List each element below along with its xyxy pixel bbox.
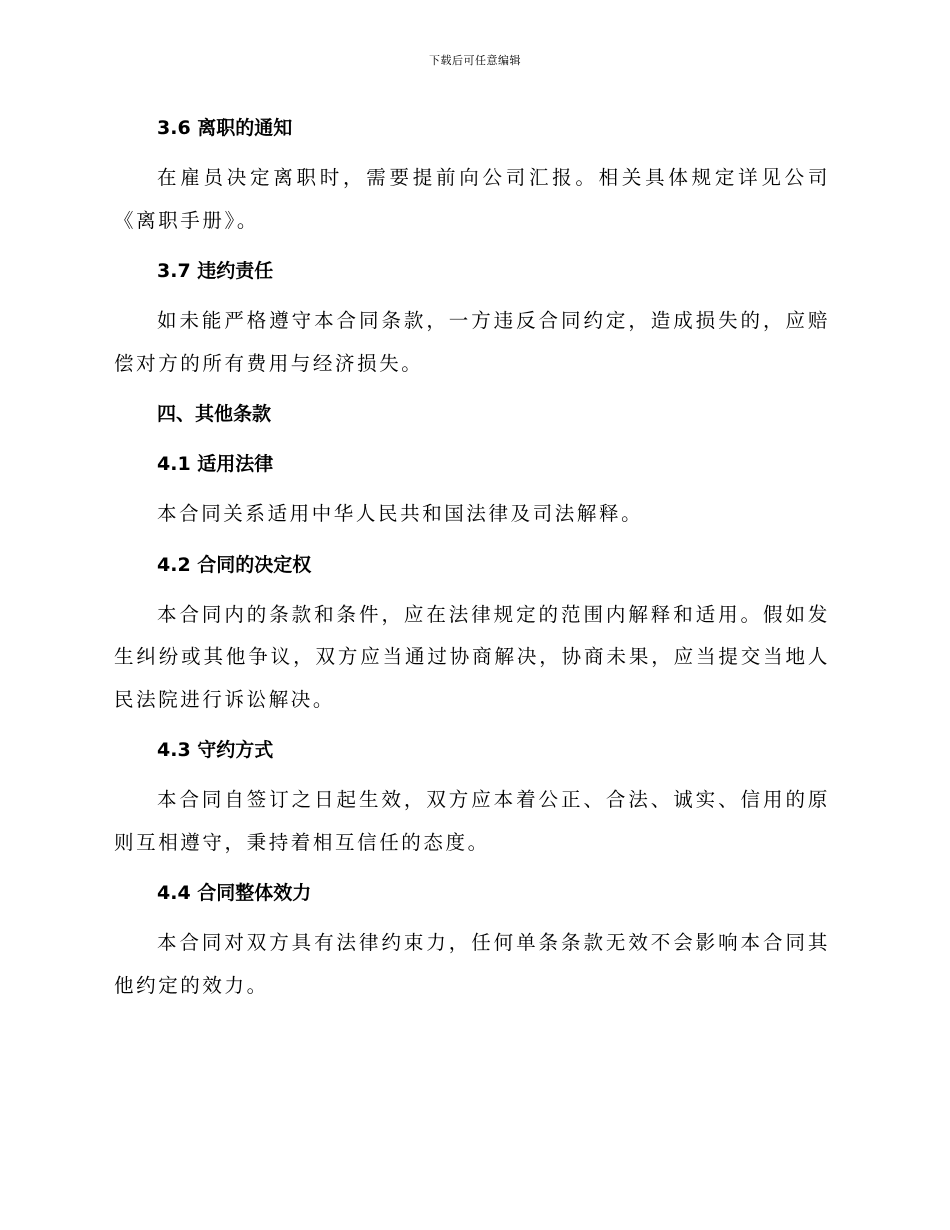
section-heading-4-1: 4.1 适用法律 [157, 453, 274, 475]
document-body [114, 107, 830, 1007]
page-header: 下载后可任意编辑 [429, 54, 521, 67]
paragraph-resignation-notice: 在雇员决定离职时，需要提前向公司汇报。相关具体规定详见公司《离职手册》。 [114, 166, 830, 232]
paragraph-overall-effect: 本合同对双方具有法律约束力，任何单条条款无效不会影响本合同其他约定的效力。 [114, 931, 830, 997]
chapter-heading-other-terms: 四、其他条款 [157, 403, 272, 425]
paragraph-decision-right: 本合同内的条款和条件，应在法律规定的范围内解释和适用。假如发生纠纷或其他争议，双方应当通过协商解决，协商未果，应当提交当地人民法院进行诉讼解决。 [114, 602, 830, 711]
paragraph-applicable-law: 本合同关系适用中华人民共和国法律及司法解释。 [157, 502, 644, 525]
paragraph-compliance-method: 本合同自签订之日起生效，双方应本着公正、合法、诚实、信用的原则互相遵守，秉持着相互信任的态度。 [114, 788, 830, 854]
section-heading-4-4: 4.4 合同整体效力 [157, 882, 312, 904]
section-heading-3-6: 3.6 离职的通知 [157, 117, 293, 139]
section-heading-4-3: 4.3 守约方式 [157, 739, 274, 761]
paragraph-breach-liability: 如未能严格遵守本合同条款，一方违反合同约定，造成损失的，应赔偿对方的所有费用与经济损失。 [114, 309, 830, 375]
section-heading-4-2: 4.2 合同的决定权 [157, 553, 312, 576]
section-heading-3-7: 3.7 违约责任 [157, 260, 274, 282]
